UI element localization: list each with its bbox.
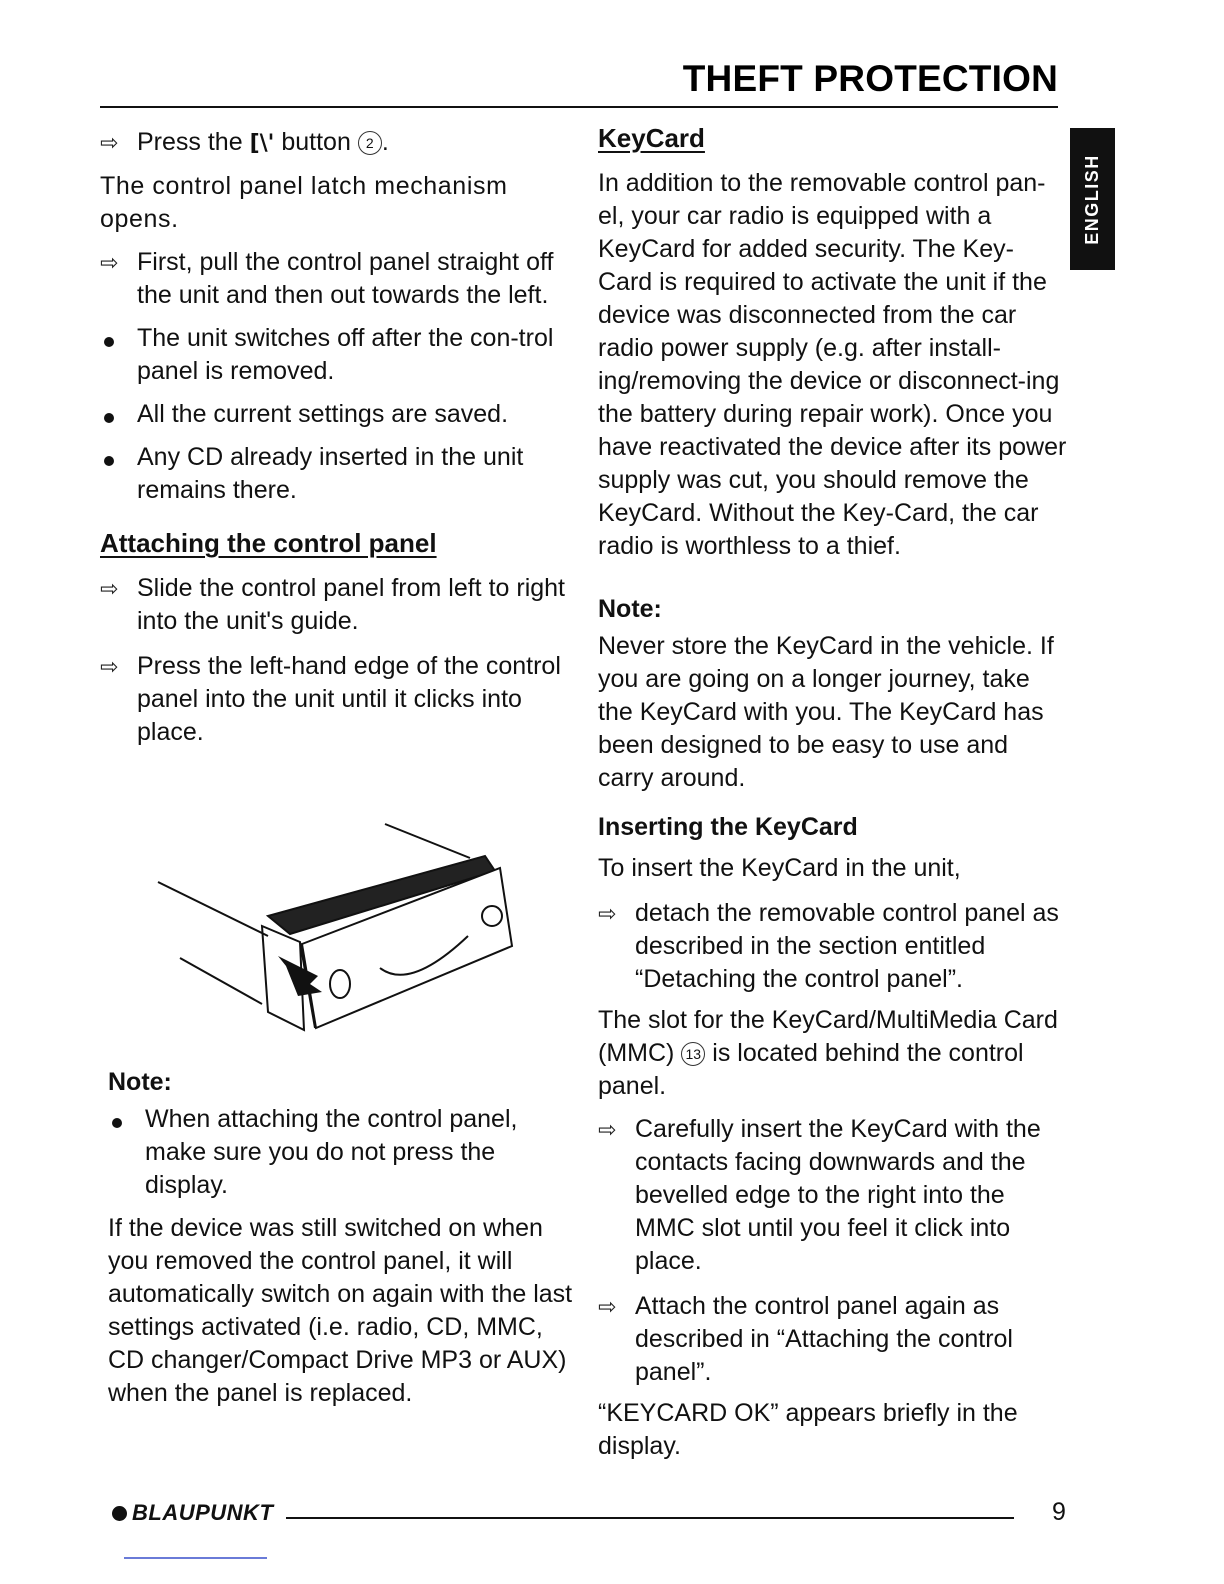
- list-item: When attaching the control panel, make sure you do not press the display.: [108, 1103, 578, 1202]
- press-button-step: ⇨ Press the [\' button 2 .: [100, 126, 570, 160]
- insert-intro: To insert the KeyCard in the unit,: [598, 854, 961, 882]
- bullet-icon: [112, 1118, 122, 1128]
- note-label: Note:: [108, 1068, 172, 1096]
- callout-number: 2: [358, 131, 382, 155]
- arrow-icon: ⇨: [598, 1294, 617, 1319]
- list-item: The unit switches off after the con-trol panel is removed.: [100, 322, 570, 388]
- attaching-step: ⇨ Press the left-hand edge of the control panel into the unit until it clicks into place.: [100, 652, 561, 746]
- left-note: [108, 1066, 578, 1410]
- arrow-icon: ⇨: [100, 130, 119, 155]
- inserting-heading: Inserting the KeyCard: [598, 813, 858, 841]
- arrow-icon: ⇨: [598, 1117, 617, 1142]
- footer-rule: [286, 1517, 1014, 1519]
- language-tab: [1070, 128, 1115, 270]
- latch-text: The control panel latch mechanism opens.: [100, 172, 508, 233]
- logo-dot-icon: [112, 1506, 127, 1521]
- bullet-icon: [104, 337, 114, 347]
- keycard-paragraph: In addition to the removable control pan-el, your car radio is equipped with a KeyCard for added security. The Key-Card is required to activate the unit if the device was disconnected from the car radio power supply (e.g. after install-ing/removing the device or disconnect-ing the battery during repair work). Once you have reactivated the device after its power supply was cut, you should remove the KeyCard. Without the Key-Card, the car radio is worthless to a thief.: [598, 169, 1067, 560]
- header-rule: [100, 106, 1058, 108]
- list-item: All the current settings are saved.: [100, 398, 570, 431]
- list-item: Any CD already inserted in the unit remains there.: [100, 441, 570, 507]
- note-paragraph: Never store the KeyCard in the vehicle. If you are going on a longer journey, take the KeyCard with you. The KeyCard has been designed to be easy to use and carry around.: [598, 632, 1054, 792]
- callout-number: 13: [681, 1042, 705, 1066]
- control-panel-illustration: [150, 816, 530, 1036]
- insert-step: ⇨ Carefully insert the KeyCard with the contacts facing downwards and the bevelled edge to the right into the MMC slot until you feel it click into place.: [598, 1115, 1041, 1275]
- brand-logo: BLAUPUNKT: [112, 1500, 273, 1526]
- attaching-heading: Attaching the control panel: [100, 528, 437, 558]
- arrow-icon: ⇨: [100, 654, 119, 679]
- release-button-symbol: [\': [249, 131, 275, 156]
- page-number: 9: [1052, 1498, 1066, 1526]
- attaching-step: ⇨ Slide the control panel from left to right into the unit's guide.: [100, 574, 566, 635]
- keycard-ok-text: “KEYCARD OK” appears briefly in the display.: [598, 1399, 1018, 1460]
- keycard-heading: KeyCard: [598, 123, 705, 153]
- right-column: [598, 122, 1068, 1463]
- bullet-icon: [104, 413, 114, 423]
- page-title: THEFT PROTECTION: [682, 58, 1058, 99]
- footer-accent-line: [124, 1557, 267, 1559]
- first-pull-step: ⇨ First, pull the control panel straight off the unit and then out towards the left.: [100, 248, 554, 309]
- detach-step: ⇨ detach the removable control panel as described in the section entitled “Detaching the control panel”.: [598, 899, 1059, 993]
- note-label: Note:: [598, 595, 662, 623]
- bullet-icon: [104, 456, 114, 466]
- left-column: [100, 126, 570, 749]
- slot-paragraph: The slot for the KeyCard/MultiMedia Card (MMC) 13 is located behind the control panel.: [598, 1006, 1058, 1100]
- arrow-icon: ⇨: [100, 250, 119, 275]
- language-tab-label: ENGLISH: [1082, 153, 1103, 245]
- arrow-icon: ⇨: [100, 576, 119, 601]
- attach-step: ⇨ Attach the control panel again as described in “Attaching the control panel”.: [598, 1292, 1013, 1386]
- arrow-icon: ⇨: [598, 901, 617, 926]
- note-paragraph: If the device was still switched on when you removed the control panel, it will automatically switch on again with the last settings activated (i.e. radio, CD, MMC, CD changer/Compact Drive MP3 or AUX) when the panel is replaced.: [108, 1214, 573, 1407]
